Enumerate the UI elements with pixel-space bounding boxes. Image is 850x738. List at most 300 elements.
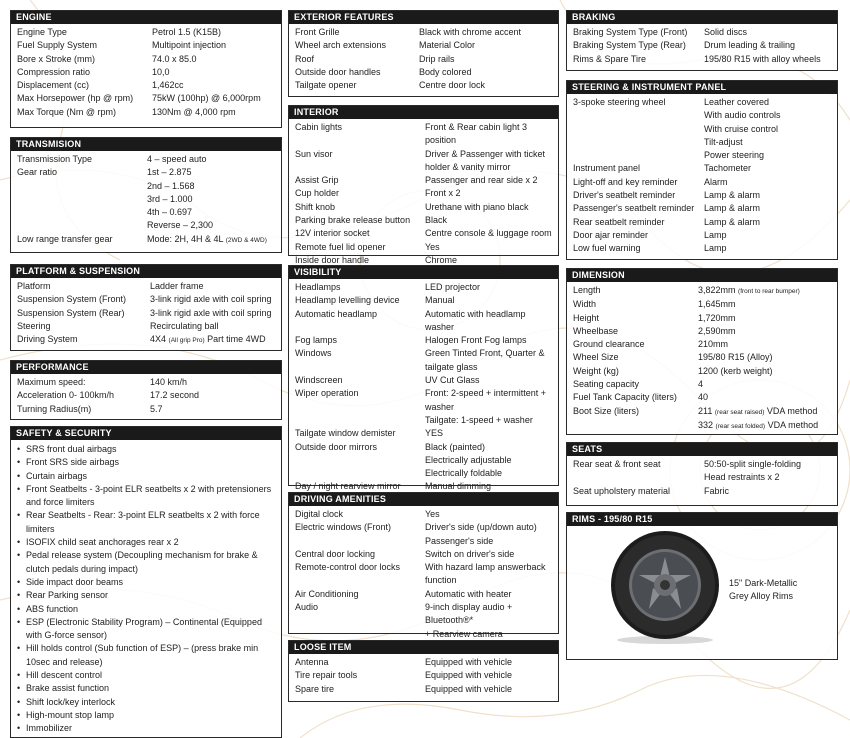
visibility-row-value: [425, 308, 554, 335]
steering-row-label: Driver's seatbelt reminder: [573, 190, 676, 201]
visibility-row-value: [425, 334, 554, 347]
interior-row-value-line: [425, 187, 554, 200]
braking-row: [567, 26, 837, 39]
driving-row-value-line: [425, 601, 554, 628]
visibility-row-label: Headlamps: [295, 282, 341, 292]
bullet-icon: •: [17, 683, 21, 694]
performance-row-label: Maximum speed:: [17, 377, 86, 387]
steering-row-value-line: [704, 136, 833, 149]
platform-value-text: 3-link rigid axle with coil spring: [150, 294, 272, 305]
dimension-row: [567, 338, 837, 351]
interior-row-label: 12V interior socket: [295, 228, 370, 239]
safety-item: [17, 682, 277, 695]
interior-row-value-line: [425, 241, 554, 254]
visibility-row-label: Windscreen: [295, 375, 343, 386]
steering-row-value-line: [704, 202, 833, 215]
dimension-row-value-line: [698, 419, 833, 433]
dimension-row-value-line: [698, 351, 833, 364]
braking-row-value: [704, 53, 833, 66]
steering-row-value-line: [704, 176, 833, 189]
transmission-row-value: [147, 233, 277, 247]
dimension-section: [566, 268, 838, 435]
performance-title: PERFORMANCE: [11, 361, 281, 374]
performance-row-value: [150, 403, 277, 416]
steering-row-label: Rear seatbelt reminder: [573, 216, 665, 227]
safety-item-text: Hill holds control (Sub function of ESP) – (press brake min 10sec and release): [26, 643, 259, 667]
steering-value-text: Alarm: [704, 176, 728, 187]
platform-rows: [11, 278, 281, 349]
exterior-row-value-line: [419, 79, 554, 92]
visibility-row-value-line: [425, 308, 554, 335]
steering-value-text: With audio controls: [704, 110, 781, 121]
platform-value-text: Recirculating ball: [150, 320, 219, 331]
visibility-row-label: Fog lamps: [295, 335, 338, 346]
bullet-icon: •: [17, 670, 21, 681]
engine-row: [11, 26, 281, 39]
steering-row-value-line: [704, 123, 833, 136]
visibility-row-label: Headlamp levelling device: [295, 295, 400, 306]
interior-row-value: [425, 227, 554, 240]
dimension-value-text: 1,645mm: [698, 299, 736, 310]
dimension-value-suffix: VDA method: [766, 405, 818, 416]
exterior-row: [289, 53, 558, 66]
engine-value-text: 130Nm @ 4,000 rpm: [152, 106, 236, 117]
transmission-value-text: 1st – 2.875: [147, 167, 192, 178]
safety-item-text: Front SRS side airbags: [26, 457, 120, 468]
dimension-row-value-line: [698, 378, 833, 391]
exterior-row: [289, 39, 558, 52]
exterior-value-text: Centre door lock: [419, 80, 486, 91]
safety-item: [17, 509, 277, 536]
driving-row-value: [425, 561, 554, 588]
loose-item-rows: [289, 654, 558, 698]
visibility-value-text: Electrically foldable: [425, 468, 503, 479]
dimension-value-text: 4: [698, 379, 704, 390]
interior-row-value-line: [425, 148, 554, 161]
driving-row: [289, 561, 558, 588]
braking-row-value: [704, 39, 833, 52]
platform-row: [11, 280, 281, 293]
dimension-row-label: Height: [573, 312, 600, 323]
steering-row-label: Door ajar reminder: [573, 229, 649, 240]
braking-row-value-line: [704, 39, 833, 52]
interior-row-value: [425, 187, 554, 200]
driving-row-value: [425, 521, 554, 548]
loose-value-text: Equipped with vehicle: [425, 670, 513, 681]
rims-title: RIMS - 195/80 R15: [567, 513, 837, 526]
bullet-icon: •: [17, 643, 21, 654]
driving-row-label: Electric windows (Front): [295, 522, 392, 533]
steering-value-text: Lamp & alarm: [704, 190, 761, 201]
bullet-icon: •: [17, 457, 21, 468]
safety-item-text: Front Seatbelts - 3-point ELR seatbelts x 2 with pretensioners and force limiters: [26, 483, 272, 508]
dimension-value-text: 195/80 R15 (Alloy): [698, 352, 773, 363]
interior-value-text: Urethane with piano black: [425, 201, 529, 212]
platform-row: [11, 333, 281, 347]
braking-row: [567, 39, 837, 52]
engine-row-value-line: [152, 106, 277, 119]
safety-item-text: Curtain airbags: [26, 470, 88, 481]
braking-value-text: Solid discs: [704, 27, 748, 37]
dimension-row-value-line: [698, 338, 833, 351]
engine-value-text: Petrol 1.5 (K15B): [152, 27, 222, 37]
seats-row: [567, 458, 837, 485]
interior-row: [289, 148, 558, 175]
dimension-value-text: 1,720mm: [698, 312, 736, 323]
bullet-icon: •: [17, 696, 21, 707]
steering-rows: [567, 94, 837, 258]
steering-value-text: Power steering: [704, 150, 765, 161]
visibility-row-value-line: [425, 294, 554, 307]
interior-value-text: Front & Rear cabin light 3 position: [425, 122, 528, 146]
steering-row-value: [704, 162, 833, 175]
visibility-row: [289, 281, 558, 294]
engine-row: [11, 79, 281, 92]
dimension-row-value: [698, 325, 833, 338]
engine-row: [11, 53, 281, 66]
dimension-value-text: 332: [698, 419, 714, 430]
driving-value-text: With hazard lamp answerback: [425, 562, 546, 573]
exterior-row: [289, 66, 558, 79]
loose-item-title: LOOSE ITEM: [289, 641, 558, 654]
driving-amenities-section: [288, 492, 559, 639]
driving-row-value-line: [425, 588, 554, 601]
loose-value-text: Equipped with vehicle: [425, 657, 513, 667]
dimension-row-value-line: [698, 405, 833, 419]
alloy-wheel-image: [607, 527, 727, 647]
seats-title: SEATS: [567, 443, 837, 456]
safety-item-text: Pedal release system (Decoupling mechanism for brake & clutch pedals during impact): [26, 550, 258, 574]
engine-row-value-line: [152, 66, 277, 79]
transmission-row: [11, 233, 281, 247]
dimension-value-text: 210mm: [698, 339, 729, 350]
steering-row-value-line: [704, 216, 833, 229]
performance-row-value-line: [150, 389, 277, 402]
safety-item-text: Rear Seatbelts - Rear: 3-point ELR seatbelts x 2 with force limiters: [26, 510, 260, 534]
transmission-value-text: Mode: 2H, 4H & 4L: [147, 233, 224, 244]
interior-row-label: Inside door handle: [295, 254, 370, 265]
seats-row-label: Seat upholstery material: [573, 485, 671, 496]
seats-rows: [567, 456, 837, 500]
steering-section: [566, 80, 838, 260]
dimension-row-value: [698, 298, 833, 311]
bullet-icon: •: [17, 483, 21, 494]
performance-value-text: 5.7: [150, 403, 163, 414]
exterior-row-value-line: [419, 26, 554, 39]
driving-row-label: Audio: [295, 602, 319, 613]
engine-row-value: [152, 92, 277, 105]
transmission-section: [10, 137, 282, 253]
driving-row: [289, 521, 558, 548]
driving-row: [289, 588, 558, 601]
engine-value-text: 10,0: [152, 66, 170, 77]
engine-row-value-line: [152, 26, 277, 39]
dimension-row-label: Fuel Tank Capacity (liters): [573, 392, 677, 403]
visibility-row: [289, 374, 558, 387]
engine-row-value: [152, 106, 277, 119]
interior-title: INTERIOR: [289, 106, 558, 119]
dimension-row-value-line: [698, 365, 833, 378]
transmission-row-value-line: [147, 206, 277, 219]
bullet-icon: •: [17, 603, 21, 614]
visibility-row: [289, 334, 558, 347]
visibility-row-value-line: [425, 281, 554, 294]
safety-list: [11, 440, 281, 738]
dimension-row-label: [573, 419, 698, 433]
exterior-row-label: Wheel arch extensions: [295, 40, 387, 51]
exterior-row-value: [419, 26, 554, 39]
steering-row: [567, 189, 837, 202]
platform-row-label: Platform: [17, 281, 51, 291]
steering-row: [567, 96, 837, 162]
safety-section: [10, 426, 282, 738]
transmission-row-label: Gear ratio: [17, 167, 58, 178]
exterior-value-text: Material Color: [419, 40, 476, 51]
bullet-icon: •: [17, 723, 21, 734]
safety-item-text: Rear Parking sensor: [26, 590, 109, 601]
steering-row-value-line: [704, 162, 833, 175]
bullet-icon: •: [17, 470, 21, 481]
dimension-row-value: [698, 351, 833, 364]
safety-item: [17, 443, 277, 456]
steering-value-text: Lamp: [704, 243, 727, 254]
dimension-row-value: [698, 378, 833, 391]
visibility-row-value-line: [425, 427, 554, 440]
engine-value-text: 74.0 x 85.0: [152, 53, 197, 64]
steering-row-value: [704, 216, 833, 229]
visibility-value-text: Black (painted): [425, 441, 486, 452]
exterior-row-value: [419, 66, 554, 79]
loose-row-value: [425, 683, 554, 696]
driving-row-value: [425, 508, 554, 521]
dimension-value-text: 1200 (kerb weight): [698, 365, 773, 376]
driving-row-label: Digital clock: [295, 509, 344, 519]
visibility-row-value-line: [425, 454, 554, 467]
dimension-value-note: (rear seat raised): [714, 408, 765, 416]
bullet-icon: •: [17, 537, 21, 548]
platform-value-note: (All grip Pro): [168, 337, 205, 345]
engine-row-value-line: [152, 39, 277, 52]
safety-item: [17, 536, 277, 549]
exterior-row-value: [419, 39, 554, 52]
driving-value-text: Switch on driver's side: [425, 548, 515, 559]
steering-row: [567, 242, 837, 255]
braking-row: [567, 53, 837, 66]
dimension-row-value-line: [698, 284, 833, 298]
visibility-row-value-line: [425, 361, 554, 374]
dimension-row: [567, 351, 837, 364]
dimension-row: [567, 325, 837, 338]
transmission-value-text: 2nd – 1.568: [147, 180, 195, 191]
safety-item: [17, 722, 277, 735]
platform-row-value: [150, 307, 277, 320]
steering-row-label: Low fuel warning: [573, 243, 641, 254]
dimension-row: [567, 419, 837, 433]
dimension-row-value: [698, 312, 833, 325]
driving-row: [289, 508, 558, 521]
loose-item-section: [288, 640, 559, 702]
rims-caption-line1: 15" Dark-Metallic: [729, 578, 798, 588]
visibility-value-text: Automatic with headlamp washer: [425, 308, 526, 332]
engine-row: [11, 92, 281, 105]
dimension-row: [567, 365, 837, 378]
visibility-row-value-line: [425, 387, 554, 400]
loose-row: [289, 669, 558, 682]
visibility-section: [288, 265, 559, 492]
dimension-rows: [567, 282, 837, 435]
seats-row-value: [704, 458, 833, 485]
transmission-row: [11, 166, 281, 232]
dimension-row-value: [698, 419, 833, 433]
performance-row-value: [150, 389, 277, 402]
interior-row-value-line: [425, 121, 554, 148]
visibility-value-text: Manual dimming: [425, 481, 492, 492]
platform-row-value: [150, 293, 277, 306]
transmission-row-label: Transmission Type: [17, 154, 93, 164]
performance-row: [11, 403, 281, 416]
driving-value-text: Yes: [425, 509, 440, 519]
braking-title: BRAKING: [567, 11, 837, 24]
dimension-row-label: Weight (kg): [573, 365, 619, 376]
steering-value-text: Lamp & alarm: [704, 203, 761, 214]
interior-row-label: Cabin lights: [295, 122, 343, 132]
exterior-section: [288, 10, 559, 97]
safety-item: [17, 470, 277, 483]
steering-row-value: [704, 96, 833, 162]
engine-row-value-line: [152, 79, 277, 92]
transmission-row-value-line: [147, 166, 277, 179]
visibility-row-value-line: [425, 441, 554, 454]
interior-row: [289, 227, 558, 240]
driving-row-label: Remote-control door locks: [295, 562, 401, 573]
platform-value-text: Ladder frame: [150, 281, 204, 291]
platform-row-value-line: [150, 333, 277, 347]
dimension-row-value: [698, 391, 833, 404]
interior-row-label: Shift knob: [295, 201, 336, 212]
driving-row-value: [425, 601, 554, 641]
exterior-value-text: Drip rails: [419, 53, 455, 64]
interior-value-text: Front x 2: [425, 188, 461, 199]
dimension-value-text: 2,590mm: [698, 325, 736, 336]
visibility-row-value: [425, 427, 554, 440]
engine-row-value: [152, 66, 277, 79]
braking-rows: [567, 24, 837, 68]
visibility-row-value: [425, 294, 554, 307]
seats-row-value-line: [704, 471, 833, 484]
visibility-value-text: LED projector: [425, 282, 481, 292]
safety-item-text: ABS function: [26, 603, 79, 614]
braking-row-label: Braking System Type (Rear): [573, 40, 686, 51]
exterior-row: [289, 26, 558, 39]
visibility-row-value-line: [425, 334, 554, 347]
visibility-row-label: Tailgate window demister: [295, 428, 396, 439]
engine-row-value: [152, 26, 277, 39]
dimension-row-label: Wheelbase: [573, 325, 619, 336]
dimension-value-text: 211: [698, 405, 713, 416]
safety-item: [17, 549, 277, 576]
driving-value-text: Driver's side (up/down auto): [425, 522, 537, 533]
bullet-icon: •: [17, 590, 21, 601]
bullet-icon: •: [17, 550, 21, 561]
visibility-row-value: [425, 374, 554, 387]
interior-rows: [289, 119, 558, 269]
safety-item-text: SRS front dual airbags: [26, 444, 117, 454]
transmission-value-text: 3rd – 1.000: [147, 193, 193, 204]
loose-row-label: Antenna: [295, 657, 329, 667]
steering-value-text: Lamp: [704, 229, 727, 240]
transmission-value-note: (2WD & 4WD): [225, 236, 267, 244]
steering-row-value-line: [704, 242, 833, 255]
interior-row: [289, 174, 558, 187]
platform-row: [11, 320, 281, 333]
loose-row-label: Tire repair tools: [295, 670, 358, 681]
visibility-row-value-line: [425, 414, 554, 427]
safety-item: [17, 669, 277, 682]
performance-value-text: 17.2 second: [150, 390, 200, 401]
visibility-row-value: [425, 281, 554, 294]
interior-row-value: [425, 201, 554, 214]
interior-row: [289, 241, 558, 254]
interior-section: [288, 105, 559, 265]
transmission-title: TRANSMISION: [11, 138, 281, 151]
dimension-value-note: (front to rear bumper): [738, 288, 800, 295]
interior-row-value: [425, 241, 554, 254]
visibility-value-text: Electrically adjustable: [425, 454, 512, 465]
engine-row-label: Fuel Supply System: [17, 40, 98, 51]
interior-row: [289, 201, 558, 214]
steering-row-label: Instrument panel: [573, 163, 641, 174]
steering-row-value-line: [704, 229, 833, 242]
interior-value-text: Black: [425, 215, 448, 226]
exterior-row: [289, 79, 558, 92]
engine-value-text: Multipoint injection: [152, 40, 227, 51]
platform-row-value-line: [150, 293, 277, 306]
platform-title: PLATFORM & SUSPENSION: [11, 265, 281, 278]
interior-row-value-line: [425, 227, 554, 240]
seats-row-value: [704, 485, 833, 498]
seats-row-value-line: [704, 458, 833, 471]
platform-section: [10, 264, 282, 351]
exterior-row-value: [419, 79, 554, 92]
visibility-value-text: Green Tinted Front, Quarter &: [425, 348, 545, 359]
transmission-row-value: [147, 166, 277, 232]
safety-item: [17, 456, 277, 469]
engine-row: [11, 39, 281, 52]
loose-row: [289, 683, 558, 696]
visibility-value-text: washer: [425, 401, 455, 412]
visibility-row-label: Day / night rearview mirror: [295, 481, 401, 492]
visibility-row: [289, 308, 558, 335]
driving-amenities-title: DRIVING AMENITIES: [289, 493, 558, 506]
safety-item-text: Immobilizer: [26, 723, 73, 734]
driving-row-value: [425, 548, 554, 561]
performance-row-value-line: [150, 403, 277, 416]
engine-row-label: Compression ratio: [17, 66, 91, 77]
steering-row-value: [704, 189, 833, 202]
rims-section: [566, 512, 838, 660]
dimension-value-suffix: VDA method: [767, 419, 819, 430]
interior-row: [289, 121, 558, 148]
engine-row: [11, 66, 281, 79]
safety-item: [17, 603, 277, 616]
transmission-value-text: Reverse – 2,300: [147, 220, 214, 231]
steering-value-text: Tilt-adjust: [704, 136, 743, 147]
platform-row-value: [150, 333, 277, 347]
safety-item: [17, 709, 277, 722]
transmission-row-value-line: [147, 180, 277, 193]
loose-row-value-line: [425, 669, 554, 682]
exterior-row-value-line: [419, 53, 554, 66]
